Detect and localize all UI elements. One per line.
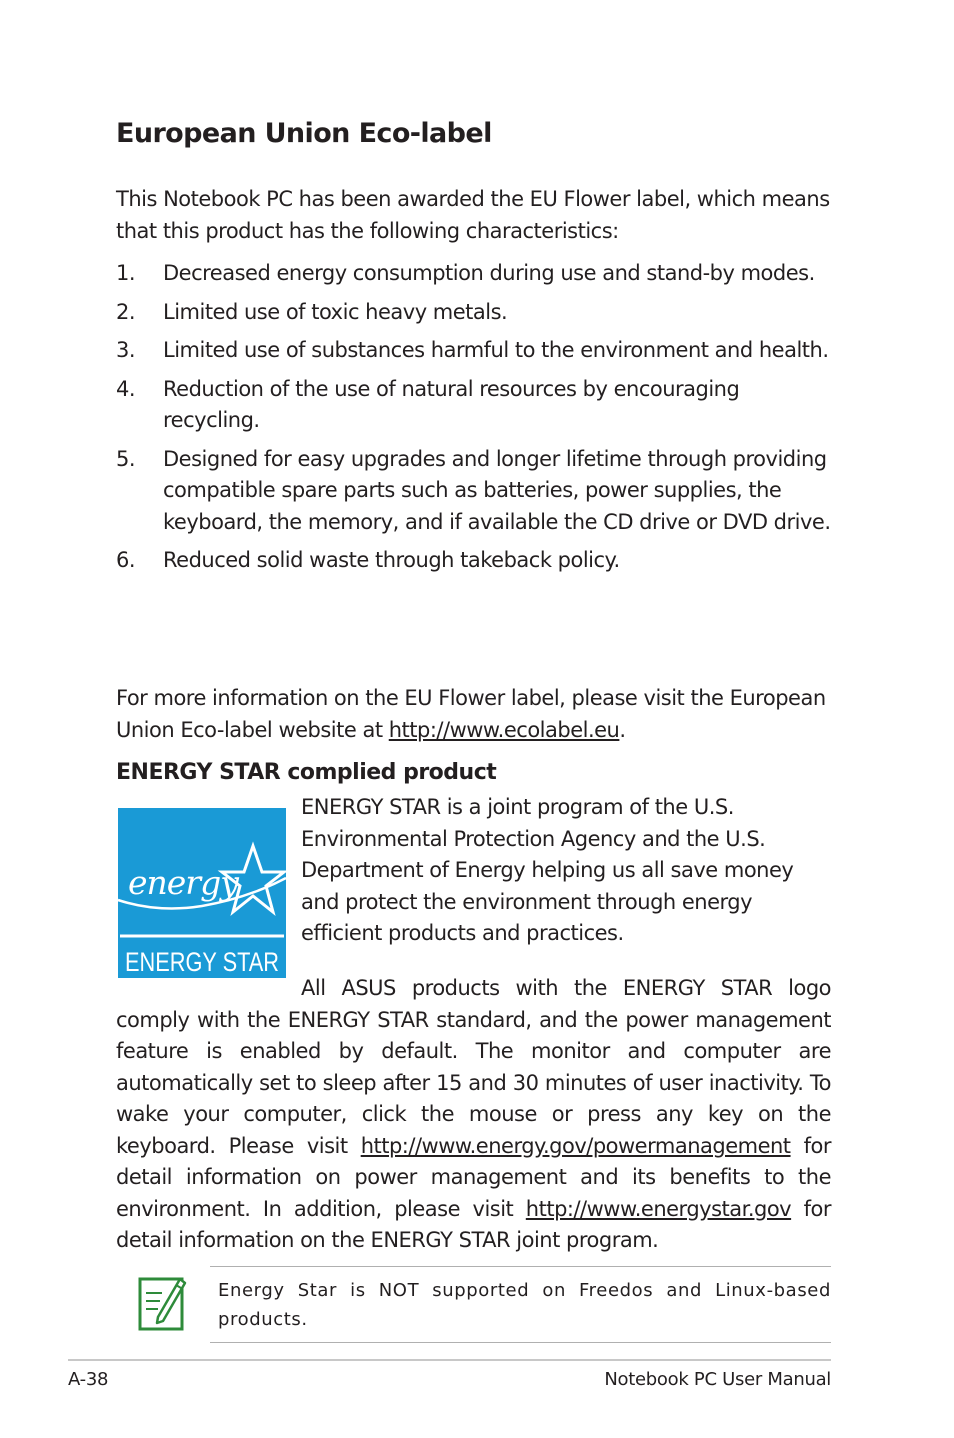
list-item (116, 444, 831, 539)
list-number: 4. (116, 376, 136, 401)
eco-intro: This Notebook PC has been awarded the EU Flower label, which means that this product has the following characteristics: (116, 187, 830, 243)
list-number: 1. (116, 261, 136, 285)
list-number: 6. (116, 548, 136, 572)
note-text: Energy Star is NOT supported on Freedos and Linux-based products. (218, 1280, 831, 1330)
details-text-b: for detail information on power management and its benefits to the environment. In addition, please visit (116, 1133, 831, 1221)
details-text-c: for detail information on the ENERGY STAR joint program. (116, 1196, 831, 1252)
list-item-text: Reduced solid waste through takeback policy. (163, 548, 620, 572)
list-number: 5. (116, 446, 136, 471)
manual-title: Notebook PC User Manual (604, 1369, 831, 1390)
list-item-text: Limited use of substances harmful to the environment and health. (163, 338, 829, 362)
list-item-text: Designed for easy upgrades and longer lifetime through providing compatible spare parts such as batteries, power supplies, the keyboard, the memory, and if available the CD drive or DVD drive. (163, 446, 831, 534)
more-info-suffix: . (619, 717, 626, 742)
list-item (116, 545, 831, 577)
list-item (116, 258, 831, 290)
list-number: 2. (116, 299, 136, 324)
details-text-a: All ASUS products with the ENERGY STAR logo comply with the ENERGY STAR standard, and the power management feature is enabled by default. The monitor and computer are automatically set to sleep after 15 and 30 minutes of user inactivity. To wake your computer, click the mouse or press any key on the keyboard. Please visit (116, 976, 831, 1158)
energy-star-description: ENERGY STAR is a joint program of the U.S. Environmental Protection Agency and the U.S. Department of Energy helping us all save money and protect the environment through energy efficient products and practices. (301, 795, 794, 945)
energystar-gov-link[interactable]: http://www.energystar.gov (525, 1196, 792, 1221)
list-item-text: Limited use of toxic heavy metals. (163, 299, 508, 324)
note-pencil-icon (138, 1273, 186, 1331)
energy-star-heading: ENERGY STAR complied product (116, 760, 497, 785)
list-item (116, 297, 831, 329)
energy-gov-link[interactable]: http://www.energy.gov/powermanagement (360, 1133, 791, 1158)
section-title: European Union Eco-label (116, 118, 492, 149)
note-divider-bottom (210, 1342, 831, 1343)
list-item (116, 335, 831, 367)
more-info-text: For more information on the EU Flower label, please visit the European Union Eco-label website at (116, 686, 826, 742)
footer-divider (68, 1359, 831, 1361)
eco-characteristics-list (116, 258, 831, 584)
list-number: 3. (116, 338, 136, 362)
list-item-text: Reduction of the use of natural resources by encouraging recycling. (163, 376, 740, 432)
logo-caption: ENERGY STAR (125, 947, 279, 977)
energy-star-details (116, 973, 831, 1257)
note-divider-top (210, 1266, 831, 1267)
eco-more-info (116, 683, 831, 746)
page-number: A-38 (68, 1369, 109, 1390)
ecolabel-link[interactable]: http://www.ecolabel.eu (388, 717, 620, 742)
energy-star-logo (118, 808, 286, 978)
list-item-text: Decreased energy consumption during use and stand-by modes. (163, 261, 815, 285)
logo-script-text: energy (128, 863, 238, 902)
list-item (116, 374, 831, 437)
